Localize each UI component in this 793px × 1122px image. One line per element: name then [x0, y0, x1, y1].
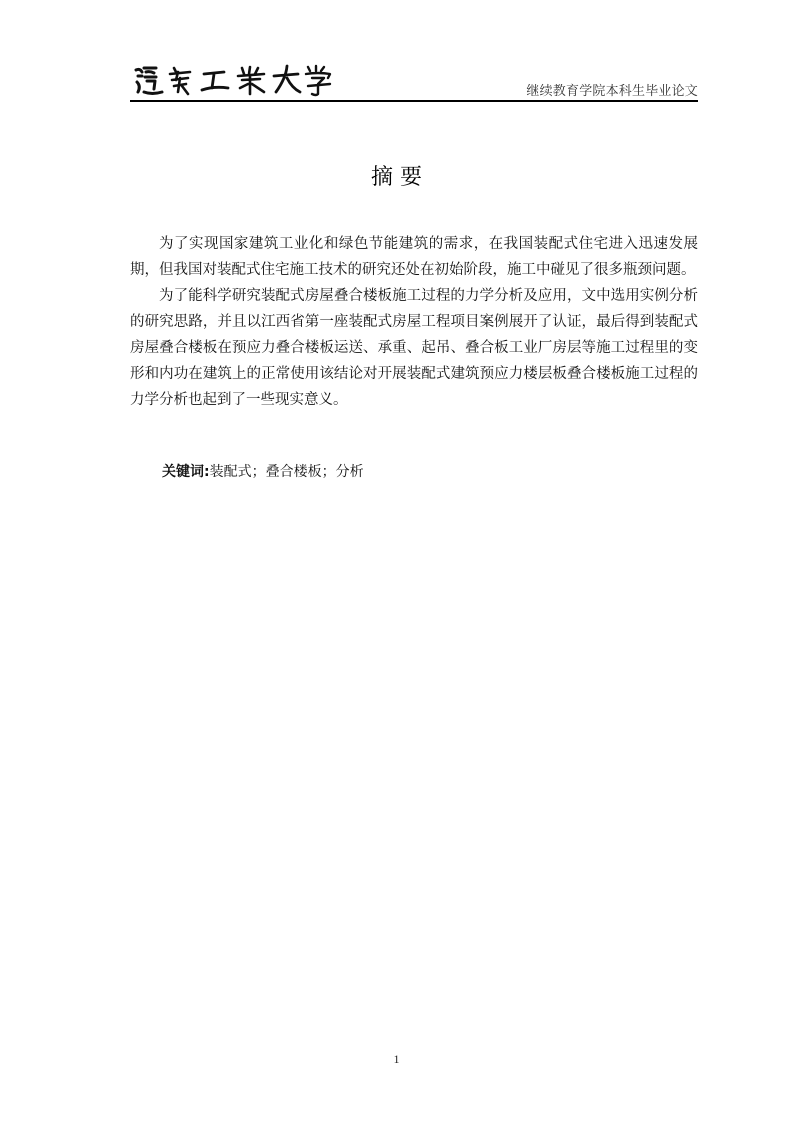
abstract-paragraph: 为了实现国家建筑工业化和绿色节能建筑的需求，在我国装配式住宅进入迅速发展期，但我国对装配式住宅施工技术的研究还处在初始阶段，施工中碰见了很多瓶颈问题。: [130, 236, 698, 278]
abstract-body: [130, 231, 698, 413]
abstract-paragraph: 为了能科学研究装配式房屋叠合楼板施工过程的力学分析及应用，文中选用实例分析的研究思路，并且以江西省第一座装配式房屋工程项目案例展开了认证，最后得到装配式房屋叠合楼板在预应力叠合楼板运送、承重、起吊、叠合板工业厂房层等施工过程里的变形和内功在建筑上的正常使用该结论对开展装配式建筑预应力楼层板叠合楼板施工过程的力学分析也起到了一些现实意义。: [130, 288, 698, 408]
keywords-label: 关键词:: [162, 464, 210, 480]
university-logo: [132, 62, 332, 98]
keywords-value: 装配式；叠合楼板；分析: [209, 464, 364, 480]
page-title: 摘 要: [371, 165, 422, 190]
header-divider: [130, 100, 698, 102]
header-subtitle: 继续教育学院本科生毕业论文: [526, 84, 698, 99]
page-number: 1: [393, 1052, 400, 1066]
keywords-line: [162, 461, 364, 481]
page-header: [130, 58, 698, 102]
